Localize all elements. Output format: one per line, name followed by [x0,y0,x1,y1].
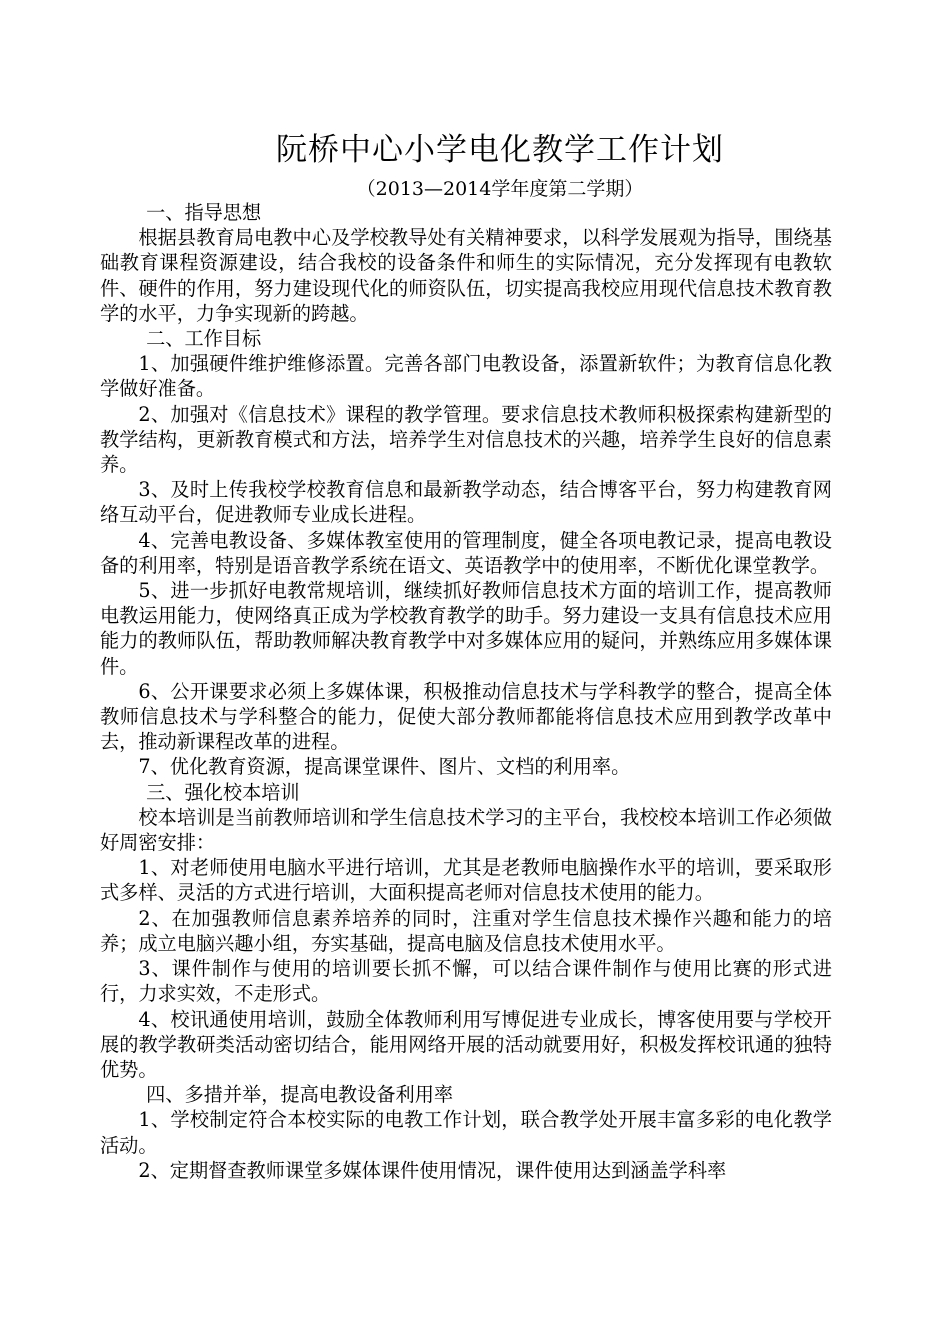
section-heading-work-goals: 二、工作目标 [146,327,262,351]
paragraph: 1、学校制定符合本校实际的电教工作计划，联合教学处开展丰富多彩的电化教学活动。 [100,1108,832,1157]
paragraph: 5、进一步抓好电教常规培训，继续抓好教师信息技术方面的培训工作，提高教师电教运用能力，使网络真正成为学校教育教学的助手。努力建设一支具有信息技术应用能力的教师队伍，帮助教师解决教育教学中对多媒体应用的疑问，并熟练应用多媒体课件。 [100,579,832,678]
paragraph: 校本培训是当前教师培训和学生信息技术学习的主平台，我校校本培训工作必须做好周密安排： [100,805,832,855]
paragraph: 1、对老师使用电脑水平进行培训，尤其是老教师电脑操作水平的培训，要采取形式多样、灵活的方式进行培训，大面积提高老师对信息技术使用的能力。 [100,856,832,905]
paragraph: 7、优化教育资源，提高课堂课件、图片、文档的利用率。 [138,755,631,779]
section-heading-school-training: 三、强化校本培训 [146,780,300,804]
paragraph: 3、课件制作与使用的培训要长抓不懈，可以结合课件制作与使用比赛的形式进行，力求实效，不走形式。 [100,957,832,1006]
paragraph: 4、完善电教设备、多媒体教室使用的管理制度，健全各项电教记录，提高电教设备的利用率，特别是语音教学系统在语文、英语教学中的使用率，不断优化课堂教学。 [100,528,832,577]
document-subtitle: （2013—2014学年度第二学期） [356,178,644,200]
paragraph: 1、加强硬件维护维修添置。完善各部门电教设备，添置新软件；为教育信息化教学做好准备。 [100,352,832,401]
section-heading-equipment-utilization: 四、多措并举，提高电教设备利用率 [146,1083,454,1107]
paragraph: 3、及时上传我校学校教育信息和最新教学动态，结合博客平台，努力构建教育网络互动平台，促进教师专业成长进程。 [100,478,832,527]
document-title: 阮桥中心小学电化教学工作计划 [276,132,724,168]
document-body [100,200,832,1183]
paragraph: 根据县教育局电教中心及学校教导处有关精神要求，以科学发展观为指导，围绕基础教育课程资源建设，结合我校的设备条件和师生的实际情况，充分发挥现有电教软件、硬件的作用，努力建设现代化的师资队伍，切实提高我校应用现代信息技术教育教学的水平，力争实现新的跨越。 [100,226,832,325]
section-heading-guiding-ideology: 一、指导思想 [146,201,262,224]
paragraph: 2、加强对《信息技术》课程的教学管理。要求信息技术教师积极探索构建新型的教学结构，更新教育模式和方法，培养学生对信息技术的兴趣，培养学生良好的信息素养。 [100,402,832,477]
paragraph: 4、校讯通使用培训，鼓励全体教师利用写博促进专业成长，博客使用要与学校开展的教学教研类活动密切结合，能用网络开展的活动就要用好，积极发挥校讯通的独特优势。 [100,1007,832,1081]
paragraph: 2、定期督查教师课堂多媒体课件使用情况，课件使用达到涵盖学科率 [138,1158,727,1182]
paragraph: 6、公开课要求必须上多媒体课，积极推动信息技术与学科教学的整合，提高全体教师信息技术与学科整合的能力，促使大部分教师都能将信息技术应用到教学改革中去，推动新课程改革的进程。 [100,679,832,754]
paragraph: 2、在加强教师信息素养培养的同时，注重对学生信息技术操作兴趣和能力的培养；成立电脑兴趣小组，夯实基础，提高电脑及信息技术使用水平。 [100,906,832,955]
